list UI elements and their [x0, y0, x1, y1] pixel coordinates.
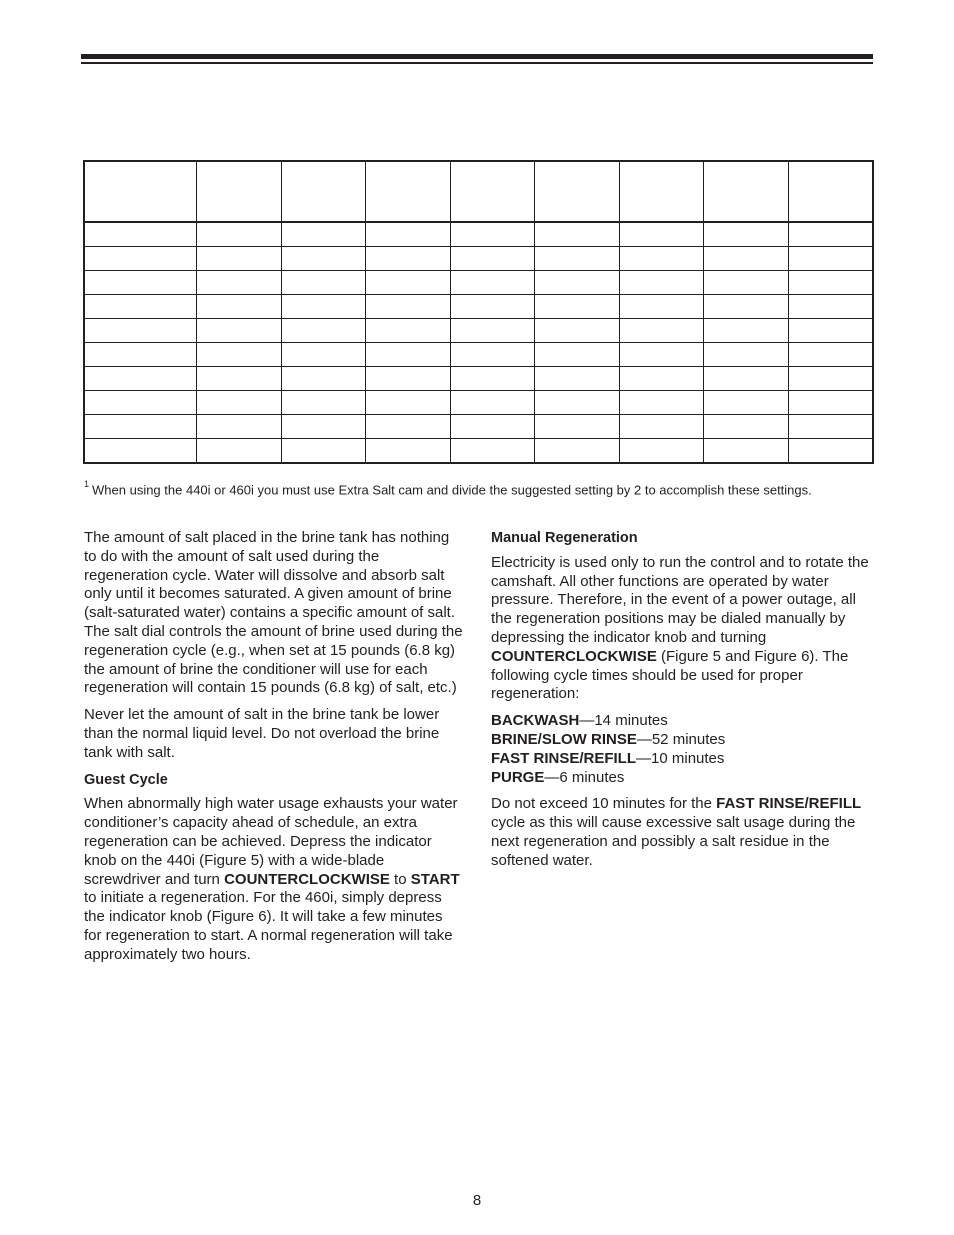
warn-text-1: Do not exceed 10 minutes for the [491, 795, 717, 813]
cycle-name: BRINE/SLOW RINSE [491, 730, 637, 748]
table-cell [788, 343, 873, 367]
table-cell [196, 439, 281, 464]
table-cell [703, 319, 788, 343]
fast-rinse-warning-paragraph [491, 795, 873, 870]
table-cell [196, 319, 281, 343]
table-cell [703, 222, 788, 247]
table-cell [281, 391, 365, 415]
table-row [84, 415, 873, 439]
table-cell [788, 367, 873, 391]
left-column [84, 529, 464, 973]
salt-amount-paragraph: The amount of salt placed in the brine tank has nothing to do with the amount of salt used during the regeneration cycle. Water will dissolve and absorb salt only until it becomes saturated. A given amount of brine (salt-saturated water) contains a specific amount of salt. The salt dial controls the amount of brine used during the regeneration cycle (e.g., when set at 15 pounds (6.8 kg) the amount of brine the conditioner will use for each regeneration will contain 15 pounds (6.8 kg) of salt, etc.) [84, 529, 463, 697]
warn-bold-fast-rinse: FAST RINSE/REFILL [716, 795, 862, 813]
table-row [84, 271, 873, 295]
guest-text-3: to initiate a regeneration. For the 460i, simply depress the indicator knob (Figure 6). It will take a few minutes for regeneration to start. A normal regeneration will take approximately two hours. [84, 889, 453, 963]
table-cell [84, 247, 196, 271]
table-cell [619, 343, 703, 367]
table-cell [450, 319, 534, 343]
table-cell [84, 367, 196, 391]
cycle-time: —10 minutes [636, 749, 725, 767]
table-cell [534, 391, 619, 415]
table-row [84, 247, 873, 271]
table-cell [703, 247, 788, 271]
table-cell [619, 415, 703, 439]
table-header-cell [281, 161, 365, 222]
guest-text-2: to [389, 870, 411, 888]
cycle-times-list [491, 712, 873, 787]
table-header-cell [619, 161, 703, 222]
cycle-item [491, 750, 873, 769]
table-cell [196, 271, 281, 295]
header-rule-thick [81, 54, 873, 59]
table-cell [196, 391, 281, 415]
table-cell [703, 391, 788, 415]
cycle-item [491, 769, 873, 788]
table-row [84, 295, 873, 319]
guest-bold-start: START [410, 870, 460, 888]
table-cell [84, 295, 196, 319]
table-cell [619, 391, 703, 415]
table-cell [703, 415, 788, 439]
table-footnote [84, 477, 884, 499]
table-cell [534, 439, 619, 464]
table-cell [84, 439, 196, 464]
cycle-item [491, 712, 873, 731]
cycle-name: PURGE [491, 768, 545, 786]
table-header-row [84, 161, 873, 222]
table-cell [365, 367, 450, 391]
table-header-cell [703, 161, 788, 222]
table-row [84, 439, 873, 464]
table-cell [84, 319, 196, 343]
table-cell [534, 343, 619, 367]
table-cell [281, 222, 365, 247]
table-cell [450, 247, 534, 271]
table-row [84, 343, 873, 367]
guest-cycle-heading: Guest Cycle [84, 771, 168, 788]
table-cell [84, 391, 196, 415]
table-cell [365, 247, 450, 271]
table-cell [788, 295, 873, 319]
table-row [84, 319, 873, 343]
manual-bold-counterclockwise: COUNTERCLOCKWISE [491, 647, 657, 665]
table-cell [788, 439, 873, 464]
right-column [491, 529, 873, 879]
manual-regeneration-paragraph [491, 554, 873, 704]
table-cell [281, 367, 365, 391]
manual-text-1: Electricity is used only to run the control and to rotate the camshaft. All other functions are operated by water pressure. Therefore, in the event of a power outage, all the regeneration positions may be dialed manually by depressing the indicator knob and turning [491, 553, 869, 646]
table-header-cell [450, 161, 534, 222]
table-header-cell [788, 161, 873, 222]
table-cell [365, 319, 450, 343]
table-cell [281, 343, 365, 367]
table-cell [365, 222, 450, 247]
table-cell [450, 295, 534, 319]
table-header-cell [534, 161, 619, 222]
table-cell [534, 319, 619, 343]
table-cell [534, 295, 619, 319]
table-header-cell [84, 161, 196, 222]
table-cell [534, 222, 619, 247]
table-cell [619, 367, 703, 391]
table-cell [450, 222, 534, 247]
table-cell [281, 271, 365, 295]
cycle-time: —6 minutes [544, 768, 625, 786]
page-number: 8 [472, 1192, 482, 1209]
table-cell [619, 319, 703, 343]
table-cell [450, 391, 534, 415]
table-cell [788, 222, 873, 247]
table-cell [703, 271, 788, 295]
table-cell [365, 343, 450, 367]
table-cell [365, 415, 450, 439]
footnote-text: When using the 440i or 460i you must use Extra Salt cam and divide the suggested setting by 2 to accomplish these settings. [92, 482, 812, 498]
table-cell [788, 391, 873, 415]
table-cell [196, 343, 281, 367]
cycle-time: —14 minutes [579, 712, 668, 730]
table-cell [84, 343, 196, 367]
table-cell [450, 367, 534, 391]
table-cell [84, 271, 196, 295]
table-cell [196, 415, 281, 439]
table-cell [281, 415, 365, 439]
table-cell [365, 271, 450, 295]
table-cell [619, 271, 703, 295]
table-cell [703, 295, 788, 319]
table-cell [365, 391, 450, 415]
table-cell [281, 247, 365, 271]
table-row [84, 391, 873, 415]
table-cell [534, 367, 619, 391]
table-cell [703, 343, 788, 367]
table-cell [788, 415, 873, 439]
table-cell [84, 415, 196, 439]
table-cell [788, 319, 873, 343]
table-cell [788, 271, 873, 295]
table-cell [619, 295, 703, 319]
table-cell [196, 295, 281, 319]
table-cell [450, 415, 534, 439]
guest-text-1: When abnormally high water usage exhausts your water conditioner’s capacity ahead of schedule, an extra regeneration can be achieved. Depress the indicator knob on the 440i (Figure 5) with a wide-blade screwdriver and turn [84, 795, 458, 888]
table-cell [450, 271, 534, 295]
table-cell [788, 247, 873, 271]
footnote-marker: 1 [84, 479, 90, 489]
table-cell [450, 343, 534, 367]
table-row [84, 222, 873, 247]
table-cell [84, 222, 196, 247]
salt-settings-table [83, 160, 874, 464]
table-cell [365, 295, 450, 319]
manual-regeneration-heading: Manual Regeneration [491, 530, 638, 546]
table-cell [196, 247, 281, 271]
table-cell [534, 415, 619, 439]
header-rule-thin [81, 62, 873, 64]
table-cell [196, 367, 281, 391]
table-cell [703, 367, 788, 391]
cycle-time: —52 minutes [636, 730, 726, 748]
table-cell [365, 439, 450, 464]
table-cell [619, 439, 703, 464]
table-cell [619, 247, 703, 271]
guest-bold-counterclockwise: COUNTERCLOCKWISE [224, 870, 390, 888]
table-header-cell [196, 161, 281, 222]
table-cell [534, 271, 619, 295]
manual-text-2: (Figure 5 and Figure 6). The following cycle times should be used for proper regeneration: [491, 647, 849, 703]
table-cell [534, 247, 619, 271]
salt-level-paragraph: Never let the amount of salt in the brine tank be lower than the normal liquid level. Do not overload the brine tank with salt. [84, 706, 440, 761]
guest-cycle-paragraph [84, 795, 464, 964]
table-cell [703, 439, 788, 464]
table-cell [450, 439, 534, 464]
table-cell [619, 222, 703, 247]
table-row [84, 367, 873, 391]
cycle-name: FAST RINSE/REFILL [491, 749, 637, 767]
table-header-cell [365, 161, 450, 222]
table-cell [281, 439, 365, 464]
cycle-name: BACKWASH [491, 712, 580, 730]
table-cell [196, 222, 281, 247]
table-cell [281, 295, 365, 319]
table-cell [281, 319, 365, 343]
warn-text-2: cycle as this will cause excessive salt usage during the next regeneration and possibly a salt residue in the softened water. [491, 814, 856, 869]
cycle-item [491, 731, 873, 750]
